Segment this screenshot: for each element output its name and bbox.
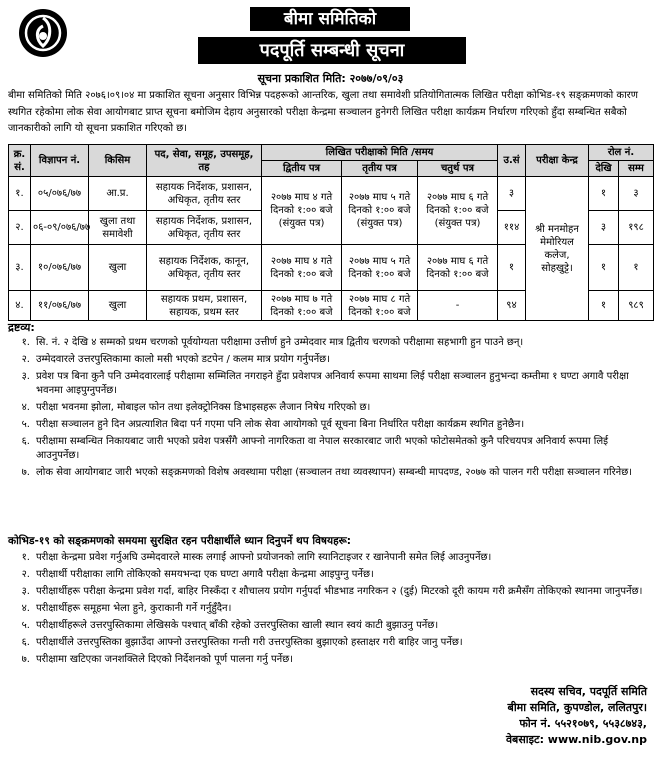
cell-roll-from: १ — [589, 177, 619, 211]
list-number: ७. — [21, 467, 30, 478]
list-item — [8, 602, 653, 616]
list-number: १. — [21, 552, 30, 563]
cell-roll-to: ९८९ — [619, 291, 654, 321]
list-item — [8, 653, 653, 667]
list-item — [8, 585, 653, 599]
exam-schedule-table — [8, 144, 654, 321]
insurance-board-logo — [18, 8, 68, 58]
cell-adv-no: १०/०७६/७७ — [31, 245, 89, 291]
list-text: परीक्षार्थीहरूले उत्तरपुस्तिकामा लेखिसके पश्चात् बाँकी रहेको उत्तरपुस्तिका खाली स्थान स्वयं काटी बुझाउनु पर्नेछ। — [36, 620, 439, 631]
cell-sn: ३. — [9, 245, 31, 291]
cell-sn: १. — [9, 177, 31, 211]
covid-guidelines-title: कोभिड-१९ को सङ्क्रमणको समयमा सुरक्षित रहन परीक्षार्थीले ध्यान दिनुपर्ने थप विषयहरू: — [8, 535, 352, 547]
notes-list — [8, 336, 653, 483]
list-text: परीक्षार्थी परीक्षाका लागि तोकिएको समयभन्दा एक घण्टा अगावै परीक्षा केन्द्रमा आइपुग्नु पर्नेछ। — [36, 569, 374, 580]
cell-sn: २. — [9, 211, 31, 245]
cell-paper2: २०७७ माघ ७ गते दिनको १:०० बजे — [262, 291, 342, 321]
list-item — [8, 435, 653, 463]
cell-type: खुला — [89, 245, 147, 291]
cell-sn: ४. — [9, 291, 31, 321]
col-paper3: तृतीय पत्र — [342, 161, 418, 177]
col-sn: क्र. सं. — [9, 145, 31, 177]
list-text: लोक सेवा आयोगबाट जारी भएको सङ्क्रमणको विशेष अवस्थामा परीक्षा (सञ्चालन तथा व्यवस्थापन) सम्बन्धी मापदण्ड, २०७७ को पालन गरी परीक्षा सञ्चालन गरिनेछ। — [36, 467, 633, 478]
list-number: ३. — [21, 371, 30, 382]
list-text: परीक्षा सञ्चालन हुने दिन अप्रत्याशित बिदा पर्न गएमा पनि लोक सेवा आयोगको पूर्व सूचना बिना निर्धारित परीक्षा कार्यक्रम स्थगित हुनेछैन। — [36, 419, 525, 430]
cell-paper4: - — [418, 291, 498, 321]
cell-paper2: २०७७ माघ ४ गते दिनको १:०० बजे — [262, 245, 342, 291]
list-item — [8, 568, 653, 582]
list-text: उम्मेदवारले उत्तरपुस्तिकामा कालो मसी भएको डटपेन / कलम मात्र प्रयोग गर्नुपर्नेछ। — [36, 354, 330, 365]
list-number: ४. — [21, 402, 30, 413]
table-row — [9, 177, 654, 211]
cell-paper4: २०७७ माघ ६ गते दिनको १:०० बजे (संयुक्त पत्र) — [418, 177, 498, 245]
list-number: ५. — [21, 620, 30, 631]
footer-signature-block — [506, 684, 647, 748]
published-date: सूचना प्रकाशित मिति: २०७७/०९/०३ — [257, 72, 404, 85]
list-text: परीक्षामा सम्बन्धित निकायबाट जारी भएको प्रवेश पत्रसँगै आफ्नो नागरिकता वा नेपाल सरकारबाट जारी भएको फोटोसमेतको कुनै परिचयपत्र अनिवार्य रूपमा लिई आउनुपर्नेछ। — [36, 436, 609, 461]
cell-paper3: २०७७ माघ ५ गते दिनको १:०० बजे — [342, 245, 418, 291]
list-text: परीक्षार्थीहरू समूहमा भेला हुने, कुराकानी गर्ने गर्नुहुँदैन। — [36, 603, 232, 614]
col-paper4: चतुर्थ पत्र — [418, 161, 498, 177]
cell-paper3: २०७७ माघ ५ गते दिनको १:०० बजे (संयुक्त पत्र) — [342, 177, 418, 245]
list-item — [8, 418, 653, 432]
cell-roll-from: ३ — [589, 211, 619, 245]
col-adv-no: विज्ञापन नं. — [31, 145, 89, 177]
list-item — [8, 551, 653, 565]
list-number: ५. — [21, 419, 30, 430]
list-number: १. — [21, 337, 30, 348]
cell-paper2: २०७७ माघ ४ गते दिनको १:०० बजे (संयुक्त पत्र) — [262, 177, 342, 245]
list-number: ३. — [21, 586, 30, 597]
cell-type: आ.प्र. — [89, 177, 147, 211]
cell-roll-from: १ — [589, 245, 619, 291]
col-center: परीक्षा केन्द्र — [526, 145, 589, 177]
notes-title: द्रष्टव्य: — [8, 321, 35, 334]
list-number: २. — [21, 354, 30, 365]
list-item — [8, 353, 653, 367]
col-post: पद, सेवा, समूह, उपसमूह, तह — [147, 145, 262, 177]
list-item — [8, 401, 653, 415]
cell-candidates: ११४ — [498, 211, 526, 245]
col-roll-to: सम्म — [619, 161, 654, 177]
cell-paper3: २०७७ माघ ८ गते दिनको १:०० बजे — [342, 291, 418, 321]
col-type: किसिम — [89, 145, 147, 177]
list-number: ६. — [21, 436, 30, 447]
cell-adv-no: ०५/०७६/७७ — [31, 177, 89, 211]
table-header-row — [9, 145, 654, 161]
list-number: २. — [21, 569, 30, 580]
list-number: ७. — [21, 654, 30, 665]
footer-designation: सदस्य सचिव, पदपूर्ति समिति — [530, 685, 647, 698]
list-text: परीक्षामा खटिएका जनशक्तिले दिएको निर्देशनको पूर्ण पालना गर्नु पर्नेछ। — [36, 654, 294, 665]
list-item — [8, 370, 653, 398]
cell-roll-to: १ — [619, 245, 654, 291]
cell-post: सहायक निर्देशक, प्रशासन, अधिकृत, तृतीय स्तर — [147, 177, 262, 211]
notice-title: पदपूर्ति सम्बन्धी सूचना — [198, 37, 466, 64]
cell-roll-to: ३ — [619, 177, 654, 211]
list-number: ६. — [21, 637, 30, 648]
org-name: बीमा समितिको — [250, 7, 410, 31]
cell-candidates: ३ — [498, 177, 526, 211]
intro-paragraph: बीमा समितिको मिति २०७६।०९।०४ मा प्रकाशित सूचना अनुसार विभिन्न पदहरूको आन्तरिक, खुला तथा समावेशी प्रतियोगितात्मक लिखित परीक्षा कोभिड-१९ सङ्क्रमणको कारण स्थगित रहेकोमा लोक सेवा आयोगबाट प्राप्त सूचना बमोजिम देहाय अनुसारको परीक्षा केन्द्रमा सञ्चालन हुनेगरी लिखित परीक्षा कार्यक्रम निर्धारण गरिएको हुँदा सम्बन्धित सबैको जानकारीको लागि यो सूचना प्रकाशित गरिएको छ। — [8, 90, 638, 134]
cell-candidates: ९४ — [498, 291, 526, 321]
list-text: प्रवेश पत्र बिना कुनै पनि उम्मेदवारलाई परीक्षामा सम्मिलित नगराइने हुँदा प्रवेशपत्र अनिवार्य रूपमा साथमा लिई परीक्षा सञ्चालन हुनुभन्दा कम्तीमा १ घण्टा अगावै परीक्षा भवनमा आइपुग्नुपर्नेछ। — [36, 371, 629, 396]
cell-adv-no: ११/०७६/७७ — [31, 291, 89, 321]
list-item — [8, 636, 653, 650]
footer-phone: फोन नं. ५५२१०७९, ५५३८७४३, — [519, 717, 647, 730]
list-text: परीक्षार्थीले उत्तरपुस्तिका बुझाउँदा आफ्नो उत्तरपुस्तिका गन्ती गरी उत्तरपुस्तिका बुझाएको हस्ताक्षर गरी बाहिर जानु पर्नेछ। — [36, 637, 463, 648]
list-number: ४. — [21, 603, 30, 614]
list-item — [8, 466, 653, 480]
cell-post: सहायक निर्देशक, प्रशासन, अधिकृत, तृतीय स्तर — [147, 211, 262, 245]
footer-address: बीमा समिति, कुपण्डोल, ललितपुर। — [507, 701, 647, 714]
footer-website: वेबसाइट: www.nib.gov.np — [505, 733, 647, 746]
col-roll: रोल नं. — [589, 145, 654, 161]
cell-roll-from: १ — [589, 291, 619, 321]
col-paper2: द्वितीय पत्र — [262, 161, 342, 177]
covid-guidelines-list — [8, 551, 653, 670]
list-text: परीक्षार्थीहरू परीक्षा केन्द्रमा प्रवेश गर्दा, बाहिर निस्कँदा र शौचालय प्रयोग गर्नुपर्दा भीडभाड नगरिकन २ (दुई) मिटरको दूरी कायम गरी क्रमैसँग तोकिएको स्थानमा जानुपर्नेछ। — [36, 586, 643, 597]
col-exam-group: लिखित परीक्षाको मिति /समय — [262, 145, 498, 161]
list-text: परीक्षा भवनमा झोला, मोबाइल फोन तथा इलेक्ट्रोनिक्स डिभाइसहरू लैजान निषेध गरिएको छ। — [36, 402, 371, 413]
list-text: परीक्षा केन्द्रमा प्रवेश गर्नुअघि उम्मेदवारले मास्क लगाई आफ्नो प्रयोजनको लागि स्यानिटाइजर र खानेपानी समेत लिई आउनुपर्नेछ। — [36, 552, 492, 563]
list-text: सि. नं. २ देखि ४ सम्मको प्रथम चरणको पूर्वयोग्यता परीक्षामा उत्तीर्ण हुने उम्मेदवार मात्र द्वितीय चरणको परीक्षामा सहभागी हुन पाउने छन्। — [36, 337, 524, 348]
col-roll-from: देखि — [589, 161, 619, 177]
list-item — [8, 619, 653, 633]
cell-post: सहायक निर्देशक, कानून, अधिकृत, तृतीय स्तर — [147, 245, 262, 291]
cell-adv-no: ०६-०९/०७६/७७ — [31, 211, 89, 245]
cell-post: सहायक प्रथम, प्रशासन, सहायक, प्रथम स्तर — [147, 291, 262, 321]
cell-roll-to: १९८ — [619, 211, 654, 245]
cell-paper4: २०७७ माघ ६ गते दिनको १:०० बजे — [418, 245, 498, 291]
col-candidates: उ.सं — [498, 145, 526, 177]
cell-type: खुला — [89, 291, 147, 321]
cell-type: खुला तथा समावेशी — [89, 211, 147, 245]
list-item — [8, 336, 653, 350]
cell-exam-center: श्री मनमोहन मेमोरियल कलेज, सोहखुट्टे। — [526, 177, 589, 321]
cell-candidates: १ — [498, 245, 526, 291]
